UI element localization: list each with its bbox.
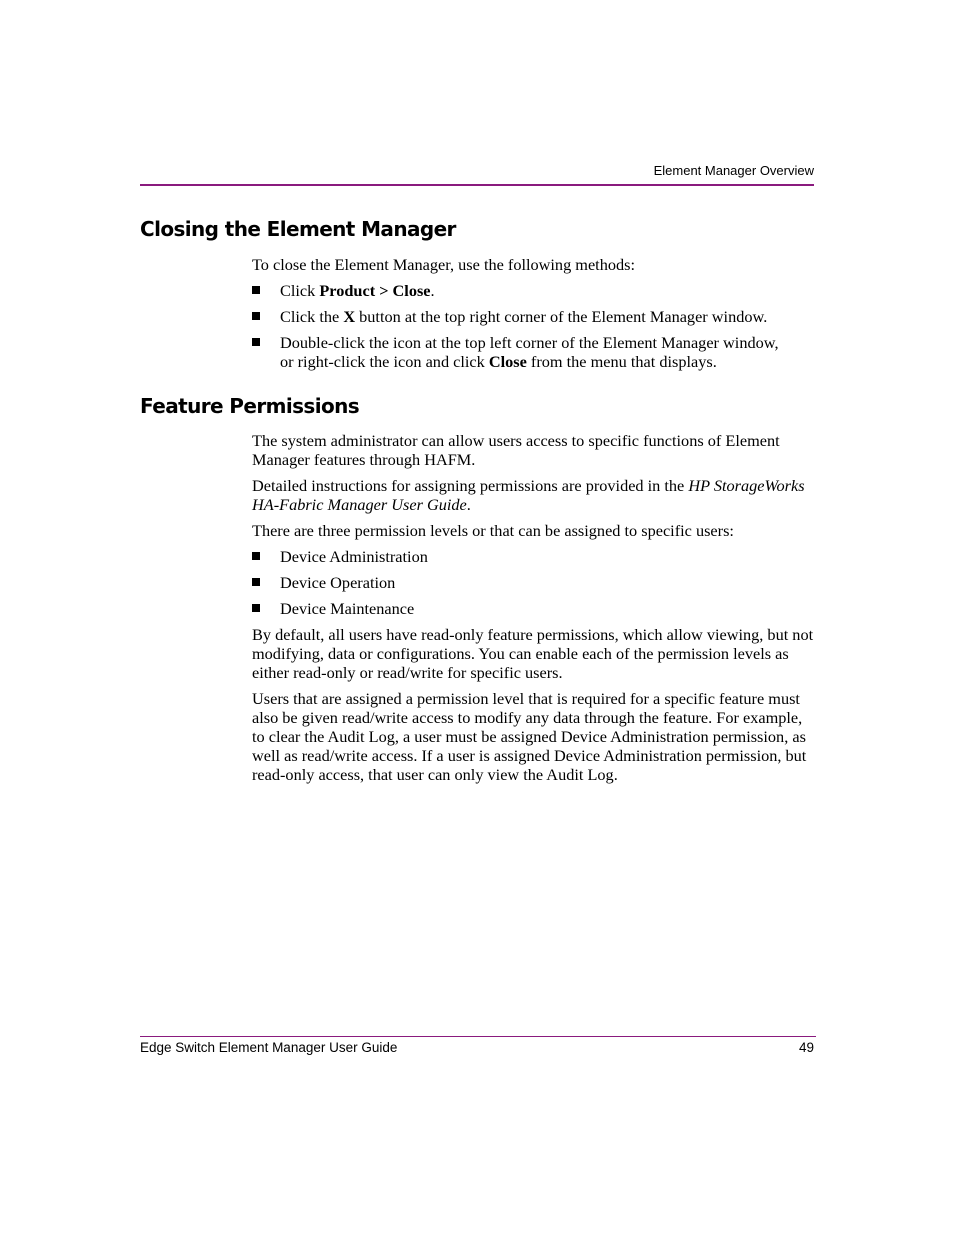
paragraph: There are three permission levels or that can be assigned to specific users: <box>252 521 734 540</box>
bullet-bold-text: X <box>343 307 356 326</box>
bullet-text: Click <box>280 281 320 300</box>
bullet-bold-text: Close <box>488 352 527 371</box>
section-heading-closing: Closing the Element Manager <box>140 217 456 241</box>
permission-level: Device Administration <box>280 547 428 566</box>
paragraph: Users that are assigned a permission level that is required for a specific feature must also be given read/write access to modify any data through the feature. For example, to clear the Audit Log, a user must be assigned Device Administration permission, as well as read/write access. If a user is assigned Device Administration permission, but read-only access, that user can only view the Audit Log. <box>252 689 807 784</box>
permission-level: Device Maintenance <box>280 599 415 618</box>
footer-rule <box>140 1036 816 1037</box>
section-heading-permissions: Feature Permissions <box>140 394 360 418</box>
bullet-square-icon <box>252 552 260 560</box>
bullet-square-icon <box>252 312 260 320</box>
list-item <box>252 333 817 371</box>
bullet-square-icon <box>252 578 260 586</box>
list-item <box>252 307 817 326</box>
bullet-text: button at the top right corner of the Element Manager window. <box>355 307 768 326</box>
running-header: Element Manager Overview <box>653 163 814 178</box>
bullet-bold-text: Product > Close <box>319 281 431 300</box>
list-item <box>252 547 817 566</box>
list-item <box>252 281 817 300</box>
bullet-square-icon <box>252 338 260 346</box>
bullet-text: or right-click the icon and click <box>280 352 489 371</box>
bullet-square-icon <box>252 286 260 294</box>
paragraph: The system administrator can allow users access to specific functions of Element Manager features through HAFM. <box>252 431 780 469</box>
closing-intro: To close the Element Manager, use the following methods: <box>252 255 635 274</box>
header-rule <box>140 184 814 186</box>
paragraph <box>252 476 817 514</box>
permissions-section-body <box>252 431 817 784</box>
permission-level: Device Operation <box>280 573 396 592</box>
list-item <box>252 599 817 618</box>
paragraph-text: . <box>466 495 471 514</box>
bullet-text: Click the <box>280 307 344 326</box>
guide-title-italic: HP StorageWorks HA-Fabric Manager User Guide <box>252 476 805 514</box>
paragraph: By default, all users have read-only feature permissions, which allow viewing, but not modifying, data or configurations. You can enable each of the permission levels as either read-only or read/write for specific users. <box>252 625 814 682</box>
bullet-text: from the menu that displays. <box>526 352 717 371</box>
list-item <box>252 573 817 592</box>
footer-guide-title: Edge Switch Element Manager User Guide <box>140 1040 398 1055</box>
paragraph-text: Detailed instructions for assigning permissions are provided in the <box>252 476 689 495</box>
bullet-text: . <box>430 281 435 300</box>
page-number: 49 <box>798 1040 814 1055</box>
bullet-text: Double-click the icon at the top left corner of the Element Manager window, <box>280 333 779 352</box>
bullet-square-icon <box>252 604 260 612</box>
closing-section-body <box>252 255 817 371</box>
